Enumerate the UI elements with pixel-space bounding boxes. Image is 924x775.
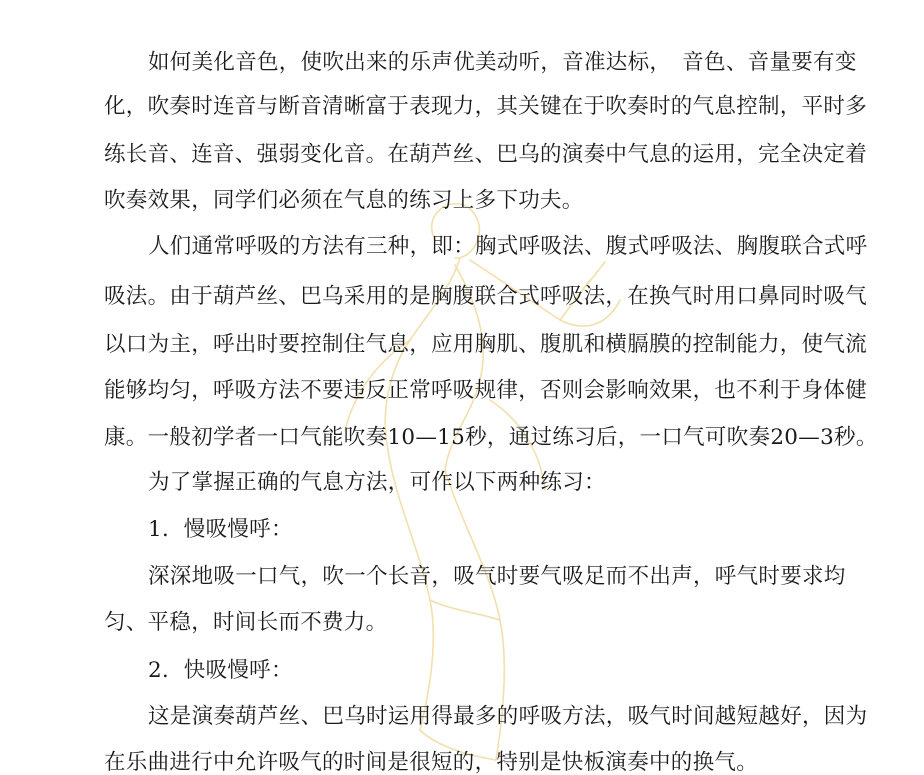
para1-line3: 练长音、连音、强弱变化音。在葫芦丝、巴乌的演奏中气息的运用，完全决定着 [104, 142, 868, 167]
para1-line1: 如何美化音色，使吹出来的乐声优美动听，音准达标， 音色、音量要有变 [148, 50, 857, 75]
exercise1-line1: 深深地吸一口气，吹一个长音，吸气时要气吸足而不出声，呼气时要求均 [148, 564, 846, 589]
para2-line2: 吸法。由于葫芦丝、巴乌采用的是胸腹联合式呼吸法，在换气时用口鼻同时吸气 [104, 284, 868, 309]
para3-line1: 为了掌握正确的气息方法，可作以下两种练习： [148, 470, 606, 495]
para2-line5: 康。一般初学者一口气能吹奏10—15秒，通过练习后，一口气可吹奏20—3秒。 [104, 425, 878, 450]
para1-line4: 吹奏效果，同学们必须在气息的练习上多下功夫。 [104, 188, 584, 213]
exercise2-heading: 2．快吸慢呼： [148, 658, 293, 683]
exercise2-line1: 这是演奏葫芦丝、巴乌时运用得最多的呼吸方法，吸气时间越短越好，因为 [148, 704, 868, 729]
para2-line1: 人们通常呼吸的方法有三种，即：胸式呼吸法、腹式呼吸法、胸腹联合式呼 [148, 234, 868, 259]
exercise1-heading: 1．慢吸慢呼： [148, 517, 293, 542]
exercise2-line2: 在乐曲进行中允许吸气的时间是很短的，特别是快板演奏中的换气。 [104, 750, 759, 775]
exercise1-line2: 匀、平稳，时间长而不费力。 [104, 610, 388, 635]
para2-line4: 能够均匀，呼吸方法不要违反正常呼吸规律，否则会影响效果，也不利于身体健 [104, 378, 868, 403]
para1-line2: 化，吹奏时连音与断音清晰富于表现力，其关键在于吹奏时的气息控制，平时多 [104, 94, 868, 119]
para2-line3: 以口为主，呼出时要控制住气息，应用胸肌、腹肌和横膈膜的控制能力，使气流 [104, 332, 868, 357]
